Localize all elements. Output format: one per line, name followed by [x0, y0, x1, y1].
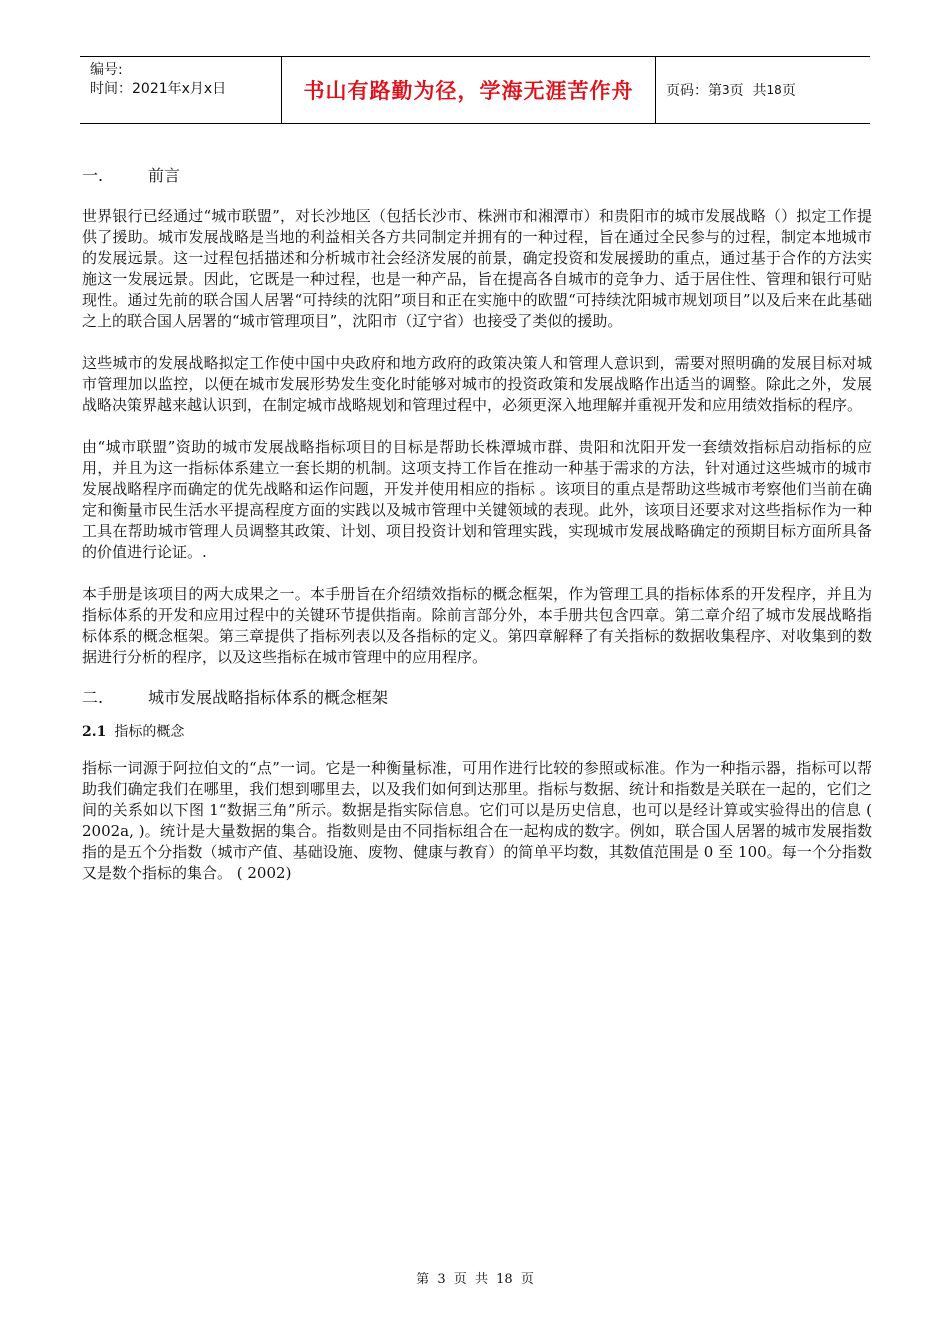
section-title: 城市发展战略指标体系的概念框架 [148, 688, 389, 707]
document-time-label: 时间：2021年x月x日 [90, 81, 227, 97]
subsection-heading [82, 722, 872, 742]
header-motto: 书山有路勤为径，学海无涯苦作舟 [282, 57, 656, 123]
subsection-number: 2.1 [82, 724, 107, 740]
footer-prefix: 第 [416, 1272, 430, 1287]
paragraph: 由“城市联盟”资助的城市发展战略指标项目的目标是帮助长株潭城市群、贵阳和沈阳开发一套绩效指标启动指标的应用，并且为这一指标体系建立一套长期的机制。这项支持工作旨在推动一种基于需求的方法，针对通过这些城市的城市发展战略程序而确定的优先战略和运作问题，开发并使用相应的指标 。该项目的重点是帮助这些城市考察他们当前在确定和衡量市民生活水平提高程度方面的实践以及城市管理中关键领域的表现。此外，该项目还要求对这些指标作为一种工具在帮助城市管理人员调整其政策、计划、项目投资计划和管理实践，实现城市发展战略确定的预期目标方面所具备的价值进行论证。. [82, 438, 872, 561]
section-number: 一. [82, 166, 104, 185]
footer-suffix: 页 [520, 1272, 534, 1287]
header-page-current: 3 [722, 83, 730, 97]
paragraph: 本手册是该项目的两大成果之一。本手册旨在介绍绩效指标的概念框架，作为管理工具的指标体系的开发程序，并且为指标体系的开发和应用过程中的关键环节提供指南。除前言部分外，本手册共包含四章。第二章介绍了城市发展战略指标体系的概念框架。第三章提供了指标列表以及各指标的定义。第四章解释了有关指标的数据收集程序、对收集到的数据进行分析的程序，以及这些指标在城市管理中的应用程序。 [82, 585, 872, 666]
page-footer [0, 1268, 950, 1287]
section-heading-preface [82, 164, 872, 188]
footer-current-page: 3 [437, 1272, 446, 1287]
paragraph: 世界银行已经通过“城市联盟”，对长沙地区（包括长沙市、株洲市和湘潭市）和贵阳市的城市发展战略（）拟定工作提供了援助。城市发展战略是当地的利益相关各方共同制定并拥有的一种过程，旨在通过全民参与的过程，制定本地城市的发展远景。这一过程包括描述和分析城市社会经济发展的前景，确定投资和发展援助的重点，通过基于合作的方法实施这一发展远景。因此，它既是一种过程，也是一种产品，旨在提高各自城市的竞争力、适于居住性、管理和银行可贴现性。通过先前的联合国人居署“可持续的沈阳”项目和正在实施中的欧盟“可持续沈阳城市规划项目”以及后来在此基础之上的联合国人居署的“城市管理项目”，沈阳市（辽宁省）也接受了类似的援助。 [82, 207, 872, 330]
header-meta [80, 57, 282, 123]
section-heading-framework [82, 686, 872, 710]
header-page-prefix: 页码：第 [666, 83, 722, 99]
section-number: 二. [82, 688, 104, 707]
section-title: 前言 [148, 166, 181, 185]
header-page-number [656, 57, 870, 123]
subsection-title: 指标的概念 [114, 724, 185, 740]
document-body [82, 164, 872, 884]
document-code-label: 编号: [90, 62, 123, 78]
footer-total-pages: 18 [496, 1272, 513, 1287]
footer-mid: 页 共 [453, 1272, 488, 1287]
header-page-mid: 页 共 [729, 83, 767, 99]
paragraph: 指标一词源于阿拉伯文的“点”一词。它是一种衡量标准，可用作进行比较的参照或标准。作为一种指示器，指标可以帮助我们确定我们在哪里，我们想到哪里去，以及我们如何到达那里。指标与数据、统计和指数是关联在一起的，它们之间的关系如以下图 1“数据三角”所示。数据是指实际信息。它们可以是历史信息，也可以是经计算或实验得出的信息 ( 2002a, )。统计是大量数据的集合。指数则是由不同指标组合在一起构成的数字。例如，联合国人居署的城市发展指数指的是五个分指数（城市产值、基础设施、废物、健康与教育）的简单平均数，其数值范围是 0 至 100。每一个分指数又是数个指标的集合。 ( 2002) [82, 759, 872, 882]
paragraph: 这些城市的发展战略拟定工作使中国中央政府和地方政府的政策决策人和管理人意识到，需要对照明确的发展目标对城市管理加以监控，以便在城市发展形势发生变化时能够对城市的投资政策和发展战略作出适当的调整。除此之外，发展战略决策界越来越认识到，在制定城市战略规划和管理过程中，必须更深入地理解并重视开发和应用绩效指标的程序。 [82, 354, 872, 414]
header-page-suffix: 页 [781, 83, 796, 99]
page-header [80, 56, 870, 124]
header-page-total: 18 [766, 83, 782, 97]
